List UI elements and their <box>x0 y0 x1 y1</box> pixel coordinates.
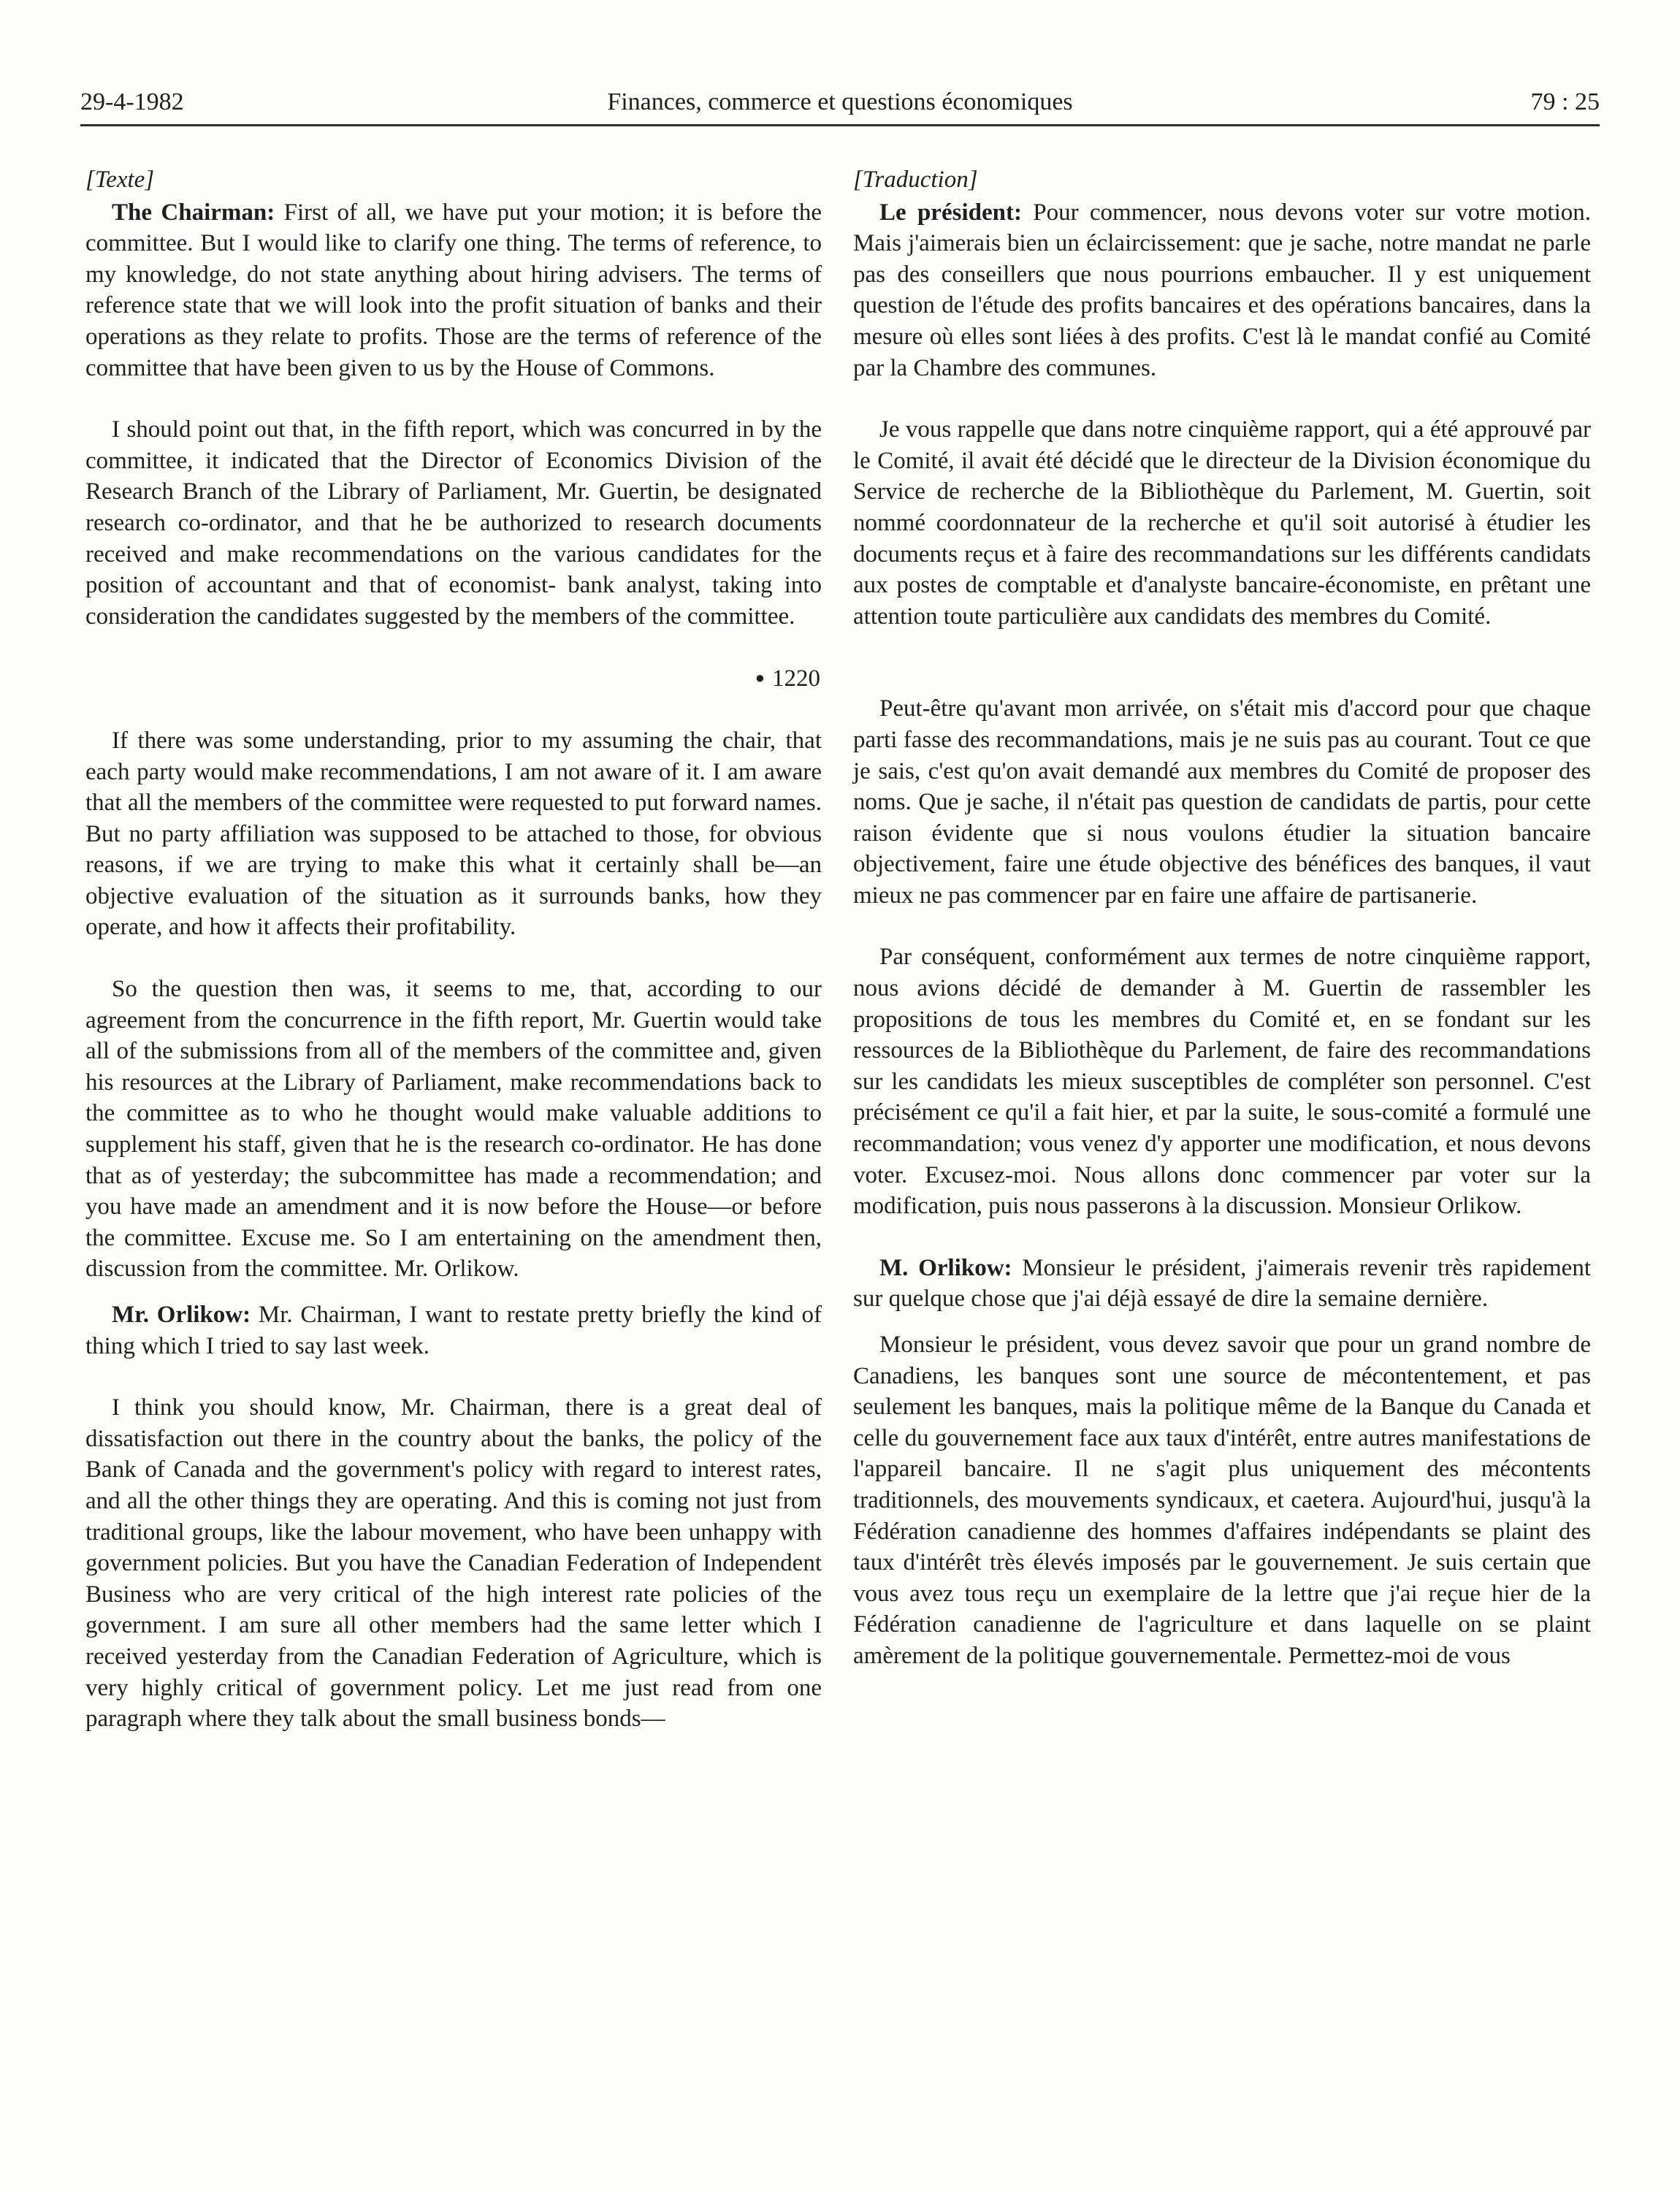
speaker-name: M. Orlikow: <box>879 1254 1012 1281</box>
paragraph-gap <box>85 943 822 974</box>
paragraph <box>853 197 1591 384</box>
paragraph-gap <box>85 632 822 662</box>
paragraph: Par conséquent, conformément aux termes de notre cinquième rapport, nous avions décidé de demander à M. Guertin de rassembler les propositions de tous les membres du Comité et, en se fondant sur les ressources de la Bibliothèque du Parlement, de faire des recommandations sur les candidats les mieux susceptibles de compléter son personnel. C'est précisément ce qu'il a fait hier, et par la suite, le sous-comité a formulé une recommandation; vous venez d'y apporter une modification, et nous devons voter. Excusez-moi. Nous allons donc commencer par voter sur la modification, puis nous passerons à la discussion. Monsieur Orlikow. <box>853 944 1591 1220</box>
running-header <box>80 86 1600 126</box>
paragraph: I think you should know, Mr. Chairman, there is a great deal of dissatisfaction out there in the country about the banks, the policy of the Bank of Canada and the government's policy with regard to interest rates, and all the other things they are operating. And this is coming not just from traditional groups, like the labour movement, who have been unhappy with government policies. But you have the Canadian Federation of Independent Business who are very critical of the high interest rate policies of the government. I am sure all other members had the same letter which I received yesterday from the Canadian Federation of Agriculture, which is very highly critical of government policy. Let me just read from one paragraph where they talk about the small business bonds— <box>85 1394 822 1733</box>
paragraph-gap <box>85 1285 822 1299</box>
timecode <box>85 662 822 695</box>
paragraph-gap <box>853 1222 1591 1253</box>
paragraph: Monsieur le président, vous devez savoir que pour un grand nombre de Canadiens, les banques sont une source de mécontentement, et pas seulement les banques, mais la politique même de la Banque du Canada et celle du gouvernement face aux taux d'intérêt, entre autres manifestations de l'appareil bancaire. Il ne s'agit plus uniquement des mécontents traditionnels, des mouvements syndicaux, et caetera. Aujourd'hui, jusqu'à la Fédération canadienne des hommes d'affaires indépendants se plaint des taux d'intérêt très élevés imposés par le gouvernement. Je suis certain que vous avez tous reçu un exemplaire de la lettre que j'ai reçue hier de la Fédération canadienne de l'agriculture et dans laquelle on se plaint amèrement de la politique gouvernementale. Permettez-moi de vous <box>853 1332 1591 1669</box>
timecode-value: 1220 <box>772 665 820 692</box>
paragraph-text: Monsieur le président, j'aimerais revenir très rapidement sur quelque chose que j'ai déjà essayé de dire la semaine dernière. <box>853 1254 1591 1313</box>
paragraph-gap <box>853 383 1591 414</box>
language-tag: [Traduction] <box>853 167 978 193</box>
paragraph <box>85 197 822 384</box>
speaker-name: Le président: <box>879 199 1022 226</box>
paragraph-gap <box>85 695 822 725</box>
french-column <box>853 164 1591 1672</box>
speaker-name: The Chairman: <box>112 199 275 226</box>
header-date: 29-4-1982 <box>80 88 184 115</box>
paragraph-gap <box>853 662 1591 693</box>
bullet-icon: ● <box>755 668 765 687</box>
paragraph-gap <box>85 383 822 414</box>
paragraph <box>853 1253 1591 1315</box>
paragraph-gap <box>853 911 1591 942</box>
speaker-name: Mr. Orlikow: <box>112 1302 251 1328</box>
paragraph: Peut-être qu'avant mon arrivée, on s'était mis d'accord pour que chaque parti fasse des recommandations, mais je ne suis pas au courant. Tout ce que je sais, c'est qu'on avait demandé aux membres du Comité de proposer des noms. Que je sache, il n'était pas question de candidats de partis, pour cette raison évidente que si nous voulons étudier la situation bancaire objectivement, faire une étude objective des bénéfices des banques, il vaut mieux ne pas commencer par en faire une affaire de partisanerie. <box>853 695 1591 909</box>
paragraph-gap <box>85 1362 822 1392</box>
header-title: Finances, commerce et questions économiques <box>607 88 1073 115</box>
header-page-number: 79 : 25 <box>1530 88 1600 115</box>
language-tag: [Texte] <box>85 167 155 193</box>
paragraph <box>85 1299 822 1362</box>
paragraph: If there was some understanding, prior to my assuming the chair, that each party would make recommendations, I am not aware of it. I am aware that all the members of the committee were requested to put forward names. But no party affiliation was supposed to be attached to those, for obvious reasons, if we are trying to make this what it certainly shall be—an objective evaluation of the situation as it surrounds banks, how they operate, and how it affects their profitability. <box>85 727 822 941</box>
paragraph: I should point out that, in the fifth report, which was concurred in by the committee, it indicated that the Director of Economics Division of the Research Branch of the Library of Parliament, Mr. Guertin, be designated research co-ordinator, and that he be authorized to research documents received and make recommendations on the various candidates for the position of accountant and that of economist- bank analyst, taking into consideration the candidates suggested by the members of the committee. <box>85 416 822 630</box>
paragraph: Je vous rappelle que dans notre cinquième rapport, qui a été approuvé par le Comité, il avait été décidé que le directeur de la Division économique du Service de recherche de la Bibliothèque du Parlement, M. Guertin, soit nommé coordonnateur de la recherche et qu'il soit autorisé à étudier les documents reçus et à faire des recommandations sur les différents candidats aux postes de comptable et d'analyste bancaire-économiste, en prêtant une attention toute particulière aux candidats des membres du Comité. <box>853 416 1591 630</box>
paragraph: So the question then was, it seems to me, that, according to our agreement from the concurrence in the fifth report, Mr. Guertin would take all of the submissions from all of the members of the committee and, given his resources at the Library of Parliament, make recommendations back to the committee as to who he thought would make valuable additions to supplement his staff, given that he is the research co-ordinator. He has done that as of yesterday; the subcommittee has made a recommendation; and you have made an amendment and it is now before the House—or before the committee. Excuse me. So I am entertaining on the amendment then, discussion from the committee. Mr. Orlikow. <box>85 976 822 1283</box>
paragraph-text: First of all, we have put your motion; it is before the committee. But I would like to clarify one thing. The terms of reference, to my knowledge, do not state anything about hiring advisers. The terms of reference state that we will look into the profit situation of banks and their operations as they relate to profits. Those are the terms of reference of the committee that have been given to us by the House of Commons. <box>85 199 822 381</box>
paragraph-text: Pour commencer, nous devons voter sur votre motion. Mais j'aimerais bien un éclaircissement: que je sache, notre mandat ne parle pas des conseillers que nous pourrions embaucher. Il y est uniquement question de l'étude des profits bancaires et des opérations bancaires, dans la mesure où elles sont liées à des profits. C'est là le mandat confié au Comité par la Chambre des communes. <box>853 199 1591 381</box>
paragraph-gap <box>853 1315 1591 1329</box>
paragraph-text: Mr. Chairman, I want to restate pretty briefly the kind of thing which I tried to say last week. <box>85 1302 822 1359</box>
english-column <box>85 164 822 1735</box>
paragraph-gap <box>853 632 1591 662</box>
